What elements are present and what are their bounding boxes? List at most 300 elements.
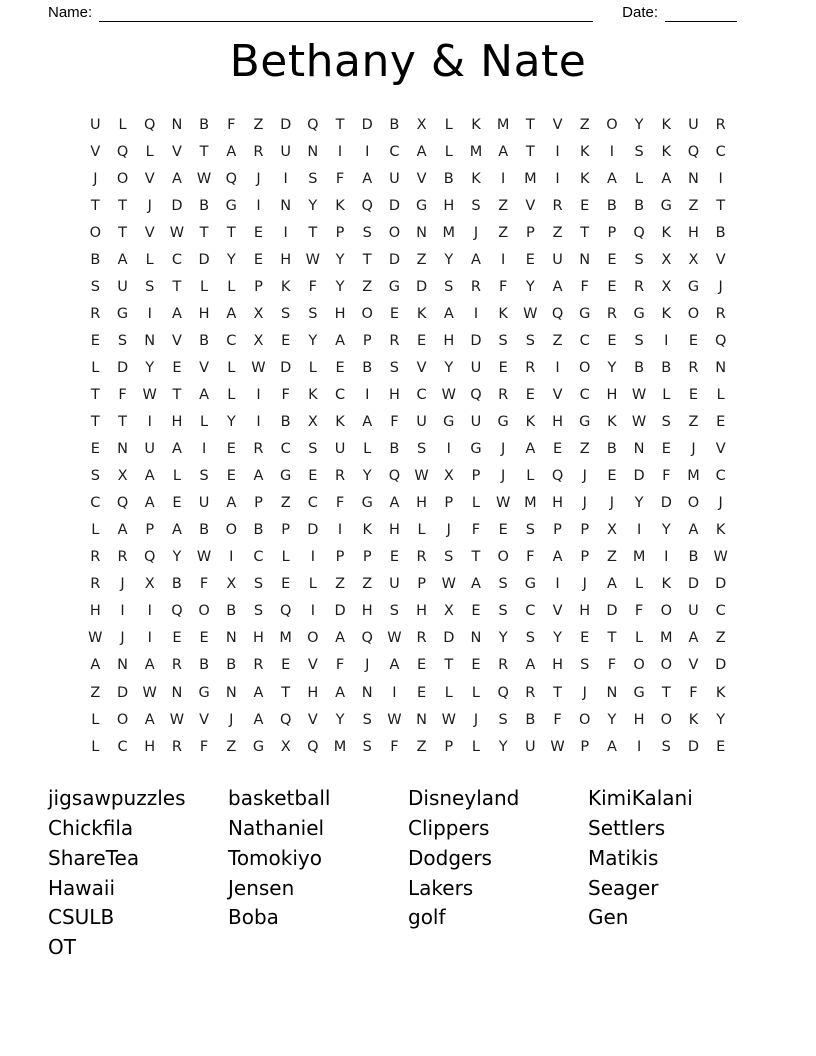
grid-letter: Y bbox=[444, 251, 454, 268]
grid-letter: O bbox=[579, 359, 591, 376]
grid-letter: U bbox=[90, 116, 101, 133]
grid-letter: Y bbox=[498, 630, 508, 647]
grid-letter: L bbox=[526, 468, 535, 485]
grid-letter: U bbox=[198, 495, 210, 512]
grid-letter: N bbox=[225, 630, 237, 647]
grid-letter: H bbox=[416, 603, 428, 620]
grid-letter: L bbox=[227, 359, 236, 376]
grid-letter: L bbox=[91, 359, 100, 376]
grid-letter: D bbox=[606, 603, 618, 620]
grid-letter: C bbox=[389, 143, 400, 160]
grid-letter: O bbox=[497, 549, 509, 566]
grid-letter: S bbox=[281, 305, 291, 322]
grid-letter: Y bbox=[525, 278, 535, 295]
grid-letter: T bbox=[525, 116, 535, 133]
grid-letter: T bbox=[118, 224, 127, 241]
grid-letter: J bbox=[582, 468, 587, 485]
grid-letter: E bbox=[498, 359, 508, 376]
grid-letter: X bbox=[443, 603, 454, 620]
grid-letter: D bbox=[715, 657, 727, 674]
grid-letter: L bbox=[172, 468, 181, 485]
grid-letter: U bbox=[525, 738, 536, 755]
grid-letter: A bbox=[90, 657, 101, 674]
grid-letter: J bbox=[609, 495, 615, 512]
grid-letter: W bbox=[169, 224, 185, 241]
grid-letter: B bbox=[199, 657, 210, 674]
grid-letter: I bbox=[256, 197, 261, 214]
grid-letter: K bbox=[715, 522, 726, 539]
grid-letter: S bbox=[498, 576, 508, 593]
grid-letter: A bbox=[552, 278, 563, 295]
grid-letter: V bbox=[552, 116, 563, 133]
grid-letter: D bbox=[307, 522, 319, 539]
grid-letter: X bbox=[144, 576, 155, 593]
grid-letter: X bbox=[253, 305, 264, 322]
grid-letter: Z bbox=[498, 224, 509, 241]
grid-letter: L bbox=[635, 576, 644, 593]
grid-letter: J bbox=[501, 441, 506, 458]
grid-letter: P bbox=[444, 738, 454, 755]
grid-letter: N bbox=[688, 170, 699, 187]
grid-letter: S bbox=[661, 414, 671, 431]
grid-letter: H bbox=[552, 495, 563, 512]
grid-letter: C bbox=[280, 441, 291, 458]
grid-letter: K bbox=[661, 305, 672, 322]
grid-letter: D bbox=[361, 116, 373, 133]
grid-letter: Q bbox=[279, 711, 292, 728]
grid-letter: U bbox=[389, 170, 400, 187]
grid-letter: V bbox=[715, 251, 726, 268]
grid-letter: F bbox=[553, 711, 562, 728]
grid-letter: O bbox=[633, 657, 645, 674]
grid-letter: C bbox=[416, 386, 427, 403]
grid-letter: G bbox=[579, 414, 591, 431]
grid-letter: I bbox=[446, 441, 451, 458]
grid-letter: I bbox=[555, 170, 560, 187]
grid-letter: F bbox=[281, 386, 290, 403]
grid-letter: V bbox=[171, 332, 182, 349]
grid-letter: I bbox=[337, 522, 343, 539]
grid-letter: A bbox=[525, 657, 536, 674]
grid-letter: E bbox=[199, 630, 209, 647]
grid-letter: Y bbox=[308, 197, 318, 214]
grid-letter: W bbox=[305, 251, 321, 268]
word-item: ShareTea bbox=[48, 845, 140, 870]
grid-letter: C bbox=[334, 386, 346, 403]
word-item: Chickfila bbox=[48, 815, 134, 840]
grid-letter: D bbox=[280, 116, 292, 133]
grid-letter: R bbox=[634, 278, 645, 295]
grid-letter: A bbox=[389, 495, 400, 512]
grid-letter: J bbox=[718, 495, 723, 512]
grid-letter: V bbox=[144, 224, 155, 241]
grid-letter: H bbox=[361, 603, 373, 620]
grid-letter: R bbox=[525, 359, 536, 376]
grid-letter: R bbox=[90, 305, 101, 322]
grid-letter: I bbox=[664, 332, 669, 349]
grid-letter: B bbox=[199, 197, 210, 214]
grid-letter: Z bbox=[715, 630, 726, 647]
grid-letter: L bbox=[200, 278, 209, 295]
grid-letter: B bbox=[634, 197, 645, 214]
grid-letter: H bbox=[198, 305, 210, 322]
grid-letter: Z bbox=[498, 197, 509, 214]
grid-letter: Z bbox=[606, 549, 617, 566]
grid-letter: E bbox=[281, 576, 291, 593]
grid-letter: B bbox=[389, 441, 400, 458]
grid-letter: P bbox=[580, 522, 590, 539]
grid-letter: B bbox=[688, 549, 699, 566]
header bbox=[0, 0, 816, 22]
grid-letter: R bbox=[389, 332, 400, 349]
grid-letter: H bbox=[388, 522, 400, 539]
grid-letter: A bbox=[552, 549, 563, 566]
grid-letter: K bbox=[335, 414, 345, 431]
grid-letter: V bbox=[525, 197, 536, 214]
grid-letter: I bbox=[555, 143, 560, 160]
grid-letter: N bbox=[416, 224, 428, 241]
grid-letter: N bbox=[307, 143, 319, 160]
grid-letter: T bbox=[199, 143, 209, 160]
grid-letter: O bbox=[660, 711, 672, 728]
grid-letter: Y bbox=[226, 414, 236, 431]
grid-letter: O bbox=[606, 116, 618, 133]
grid-letter: G bbox=[633, 684, 645, 701]
word-list-column bbox=[228, 784, 408, 963]
grid-letter: G bbox=[443, 414, 455, 431]
grid-letter: U bbox=[470, 414, 482, 431]
grid-letter: M bbox=[524, 170, 537, 187]
grid-letter: W bbox=[631, 386, 647, 403]
grid-letter: V bbox=[552, 386, 563, 403]
grid-letter: Q bbox=[225, 170, 237, 187]
grid-letter: J bbox=[120, 630, 125, 647]
grid-letter: Y bbox=[362, 468, 372, 485]
grid-letter: B bbox=[280, 414, 291, 431]
grid-letter: A bbox=[416, 143, 427, 160]
grid-letter: Y bbox=[145, 359, 155, 376]
grid-letter: L bbox=[308, 359, 317, 376]
grid-letter: U bbox=[688, 603, 699, 620]
grid-letter: N bbox=[225, 684, 237, 701]
grid-letter: B bbox=[389, 116, 400, 133]
grid-letter: R bbox=[498, 657, 509, 674]
grid-letter: R bbox=[90, 576, 101, 593]
grid-letter: Q bbox=[361, 197, 373, 214]
grid-letter: V bbox=[552, 603, 563, 620]
word-item: Lakers bbox=[408, 875, 474, 900]
grid-letter: K bbox=[362, 522, 372, 539]
grid-letter: J bbox=[582, 684, 587, 701]
grid-letter: A bbox=[525, 441, 536, 458]
grid-letter: E bbox=[525, 386, 535, 403]
grid-letter: T bbox=[172, 386, 182, 403]
puzzle-title: Bethany & Nate bbox=[229, 36, 587, 87]
grid-letter: O bbox=[198, 603, 210, 620]
grid-letter: A bbox=[661, 170, 672, 187]
grid-letter: A bbox=[606, 738, 617, 755]
grid-letter: G bbox=[198, 684, 210, 701]
grid-letter: D bbox=[198, 251, 210, 268]
grid-letter: L bbox=[308, 576, 317, 593]
grid-letter: C bbox=[715, 468, 726, 485]
grid-letter: E bbox=[253, 251, 264, 268]
grid-letter: D bbox=[116, 684, 129, 701]
grid-letter: H bbox=[89, 603, 101, 620]
grid-letter: U bbox=[470, 359, 482, 376]
grid-letter: S bbox=[634, 143, 644, 160]
grid-letter: R bbox=[688, 359, 699, 376]
grid-letter: X bbox=[443, 468, 454, 485]
grid-letter: R bbox=[552, 197, 563, 214]
grid-letter: S bbox=[199, 468, 209, 485]
grid-letter: A bbox=[144, 495, 155, 512]
grid-letter: I bbox=[256, 414, 261, 431]
grid-letter: Z bbox=[362, 278, 373, 295]
grid-letter: D bbox=[633, 468, 645, 485]
grid-letter: D bbox=[334, 603, 346, 620]
grid-letter: F bbox=[689, 684, 698, 701]
grid-letter: V bbox=[688, 657, 699, 674]
grid-letter: G bbox=[633, 305, 645, 322]
grid-letter: P bbox=[254, 495, 263, 512]
grid-letter: L bbox=[145, 143, 154, 160]
grid-letter: L bbox=[363, 441, 372, 458]
grid-letter: Z bbox=[416, 251, 427, 268]
grid-letter: P bbox=[553, 522, 562, 539]
grid-letter: S bbox=[471, 197, 481, 214]
grid-letter: A bbox=[117, 522, 128, 539]
grid-letter: T bbox=[553, 684, 562, 701]
grid-letter: B bbox=[715, 224, 726, 241]
grid-letter: H bbox=[334, 305, 346, 322]
grid-letter: R bbox=[253, 657, 264, 674]
grid-letter: A bbox=[443, 305, 454, 322]
grid-letter: C bbox=[307, 495, 318, 512]
grid-letter: B bbox=[661, 359, 672, 376]
grid-letter: F bbox=[580, 278, 589, 295]
grid-letter: Q bbox=[388, 468, 401, 485]
grid-letter: I bbox=[283, 170, 288, 187]
grid-letter: F bbox=[335, 495, 345, 512]
grid-letter: B bbox=[606, 197, 617, 214]
grid-letter: N bbox=[416, 711, 428, 728]
grid-letter: Q bbox=[144, 549, 156, 566]
grid-letter: S bbox=[308, 441, 318, 458]
grid-letter: T bbox=[471, 549, 481, 566]
grid-letter: H bbox=[579, 603, 591, 620]
grid-letter: S bbox=[90, 278, 100, 295]
grid-letter: K bbox=[661, 143, 672, 160]
grid-letter: N bbox=[280, 197, 292, 214]
grid-letter: K bbox=[308, 386, 318, 403]
word-item: Nathaniel bbox=[228, 815, 325, 840]
word-item: Seager bbox=[588, 875, 659, 900]
grid-letter: F bbox=[498, 278, 508, 295]
grid-letter: N bbox=[117, 441, 128, 458]
grid-letter: O bbox=[307, 630, 319, 647]
grid-letter: D bbox=[388, 251, 400, 268]
grid-letter: Y bbox=[716, 711, 726, 728]
grid-letter: F bbox=[471, 522, 481, 539]
grid-letter: E bbox=[172, 495, 182, 512]
grid-letter: Y bbox=[661, 522, 671, 539]
grid-letter: Q bbox=[307, 738, 319, 755]
grid-letter: N bbox=[117, 657, 128, 674]
grid-letter: P bbox=[417, 576, 426, 593]
grid-letter: H bbox=[552, 657, 563, 674]
grid-letter: S bbox=[525, 630, 535, 647]
grid-letter: E bbox=[716, 414, 726, 431]
grid-letter: L bbox=[118, 116, 127, 133]
grid-letter: A bbox=[171, 170, 182, 187]
grid-letter: J bbox=[256, 170, 261, 187]
grid-letter: P bbox=[362, 332, 372, 349]
grid-letter: F bbox=[118, 386, 127, 403]
grid-letter: A bbox=[253, 684, 264, 701]
grid-letter: A bbox=[226, 143, 237, 160]
grid-letter: I bbox=[365, 143, 370, 160]
grid-letter: M bbox=[660, 630, 673, 647]
grid-letter: M bbox=[279, 630, 292, 647]
grid-letter: Y bbox=[607, 359, 617, 376]
grid-letter: I bbox=[392, 684, 397, 701]
grid-letter: B bbox=[199, 522, 210, 539]
grid-letter: C bbox=[90, 495, 101, 512]
grid-letter: J bbox=[718, 278, 723, 295]
grid-letter: I bbox=[501, 251, 506, 268]
grid-letter: E bbox=[607, 278, 617, 295]
grid-letter: S bbox=[661, 738, 671, 755]
grid-letter: D bbox=[470, 332, 482, 349]
grid-letter: E bbox=[90, 332, 100, 349]
grid-letter: Z bbox=[416, 738, 427, 755]
grid-letter: F bbox=[526, 549, 535, 566]
grid-letter: B bbox=[443, 170, 454, 187]
word-search-grid bbox=[82, 111, 735, 760]
grid-letter: I bbox=[609, 143, 615, 160]
grid-letter: S bbox=[308, 305, 318, 322]
grid-letter: G bbox=[579, 305, 591, 322]
grid-letter: B bbox=[199, 116, 210, 133]
date-blank-line bbox=[665, 5, 737, 22]
grid-letter: T bbox=[444, 657, 454, 674]
grid-letter: S bbox=[308, 170, 318, 187]
grid-letter: W bbox=[142, 386, 157, 403]
grid-letter: B bbox=[634, 359, 645, 376]
grid-letter: S bbox=[416, 441, 427, 458]
grid-letter: Q bbox=[144, 116, 156, 133]
grid-letter: M bbox=[333, 738, 347, 755]
grid-letter: N bbox=[171, 684, 183, 701]
grid-letter: N bbox=[171, 116, 183, 133]
grid-letter: P bbox=[580, 738, 590, 755]
grid-letter: X bbox=[307, 414, 318, 431]
grid-letter: C bbox=[226, 332, 237, 349]
grid-letter: S bbox=[253, 576, 264, 593]
grid-letter: A bbox=[688, 630, 699, 647]
grid-letter: E bbox=[552, 441, 563, 458]
grid-letter: X bbox=[688, 251, 699, 268]
grid-letter: A bbox=[226, 305, 237, 322]
grid-letter: A bbox=[498, 143, 509, 160]
grid-letter: D bbox=[660, 495, 672, 512]
grid-letter: K bbox=[335, 197, 345, 214]
grid-letter: A bbox=[171, 441, 182, 458]
grid-letter: I bbox=[310, 603, 315, 620]
grid-letter: E bbox=[607, 332, 617, 349]
grid-letter: U bbox=[416, 414, 427, 431]
grid-letter: T bbox=[118, 414, 127, 431]
grid-letter: Y bbox=[634, 116, 644, 133]
grid-letter: P bbox=[525, 224, 535, 241]
grid-letter: X bbox=[416, 116, 427, 133]
grid-letter: W bbox=[495, 495, 511, 512]
grid-letter: G bbox=[687, 278, 700, 295]
grid-letter: J bbox=[691, 441, 696, 458]
word-item: Boba bbox=[228, 905, 279, 930]
grid-letter: S bbox=[90, 468, 100, 485]
grid-letter: H bbox=[307, 684, 319, 701]
grid-letter: S bbox=[580, 657, 590, 674]
name-blank-line bbox=[99, 5, 593, 22]
grid-letter: R bbox=[253, 441, 264, 458]
grid-letter: U bbox=[552, 251, 563, 268]
grid-letter: K bbox=[688, 711, 699, 728]
grid-letter: B bbox=[253, 522, 264, 539]
grid-letter: I bbox=[555, 359, 560, 376]
grid-letter: X bbox=[606, 522, 617, 539]
word-item: Tomokiyo bbox=[228, 845, 322, 870]
grid-letter: V bbox=[416, 170, 427, 187]
grid-letter: L bbox=[471, 684, 481, 701]
grid-letter: Y bbox=[335, 278, 345, 295]
grid-letter: K bbox=[280, 278, 291, 295]
grid-letter: T bbox=[607, 630, 617, 647]
grid-letter: R bbox=[525, 684, 536, 701]
grid-letter: R bbox=[117, 549, 128, 566]
grid-letter: P bbox=[580, 549, 590, 566]
grid-letter: D bbox=[280, 359, 292, 376]
date-label: Date: bbox=[622, 4, 658, 21]
grid-letter: R bbox=[416, 549, 427, 566]
grid-letter: Q bbox=[116, 143, 129, 160]
grid-letter: O bbox=[660, 657, 672, 674]
grid-letter: I bbox=[501, 170, 506, 187]
grid-letter: M bbox=[496, 116, 510, 133]
grid-letter: M bbox=[687, 468, 700, 485]
grid-letter: B bbox=[226, 603, 237, 620]
grid-letter: W bbox=[523, 305, 538, 322]
grid-letter: W bbox=[631, 414, 647, 431]
grid-letter: L bbox=[227, 386, 236, 403]
grid-letter: C bbox=[579, 386, 590, 403]
grid-letter: Y bbox=[498, 738, 508, 755]
grid-letter: I bbox=[201, 441, 207, 458]
grid-letter: D bbox=[416, 278, 428, 295]
word-item: Disneyland bbox=[408, 786, 520, 811]
grid-letter: E bbox=[226, 468, 236, 485]
grid-letter: C bbox=[253, 549, 264, 566]
grid-letter: V bbox=[199, 359, 210, 376]
grid-letter: Z bbox=[552, 332, 563, 349]
grid-letter: L bbox=[471, 738, 481, 755]
word-item: Matikis bbox=[588, 845, 659, 870]
grid-letter: I bbox=[473, 305, 479, 322]
grid-letter: M bbox=[469, 143, 483, 160]
grid-letter: P bbox=[444, 495, 454, 512]
grid-letter: K bbox=[661, 116, 672, 133]
